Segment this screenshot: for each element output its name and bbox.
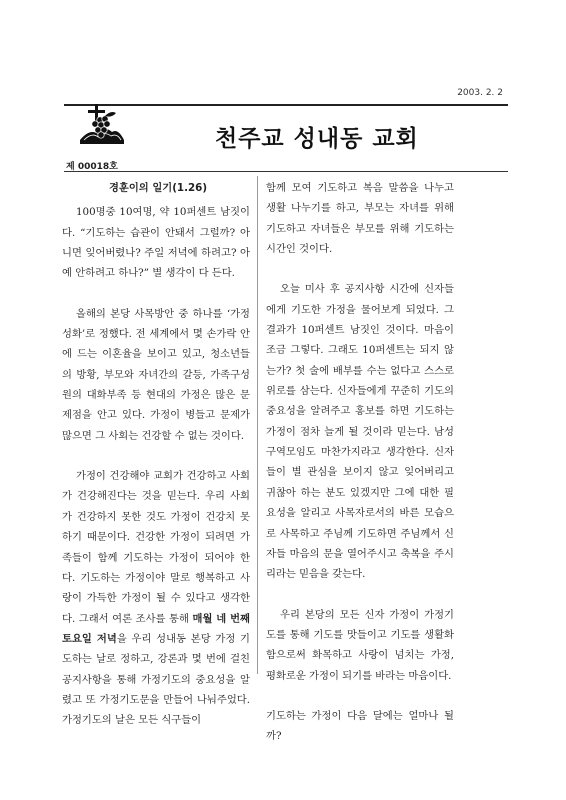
article-paragraph: 함께 모여 기도하고 복음 말씀을 나누고 생활 나누기를 하고, 부모는 자녀를 위해 기도하고 자녀들은 부모를 위해 기도하는 시간인 것이다. bbox=[266, 182, 454, 256]
article-paragraph: 올해의 본당 사목방안 중 하나를 ‘가정성화’로 정했다. 전 세계에서 몇 손가락 안에 드는 이혼율을 보이고 있고, 청소년들의 방황, 부모와 자녀간의 갈등, 가족구성원의 대화부족 등 현대의 가정은 많은 문제점을 안고 있다. 가정이 병들고 문제가 많으면 그 사회는 건강할 수 없는 것이다. bbox=[62, 307, 250, 442]
column-divider bbox=[257, 176, 258, 674]
issue-number: 제 00018호 bbox=[66, 162, 118, 172]
paragraph-text: 을 우리 성내동 본당 가정 기도하는 날로 정하고, 강론과 몇 번에 걸친 공지사항을 통해 가정기도의 중요성을 알렸고 또 가정기도문을 만들어 나눠주었다. 가정기도의 날은 모든 식구들이 bbox=[62, 632, 251, 727]
grape-cluster-cross-logo-icon bbox=[78, 104, 126, 148]
prayer-day-emphasis: 매월 네 번째 토요일 저녁 bbox=[62, 612, 250, 645]
article-paragraph: 우리 본당의 모든 신자 가정이 가정기도를 통해 기도를 맛들이고 기도를 생활화함으로써 화목하고 사랑이 넘치는 가정, 평화로운 가정이 되기를 바라는 마음이다. bbox=[266, 608, 454, 682]
header-bottom-rule bbox=[64, 171, 508, 172]
article-paragraph: 오늘 미사 후 공지사항 시간에 신자들에게 기도한 가정을 물어보게 되었다. 그 결과가 10퍼센트 남짓인 것이다. 마음이 조금 그렇다. 그래도 10퍼센트는 되지 않는가? 첫 술에 배부를 수는 없다고 스스로 위로를 삼는다. 신자들에게 꾸준히 기도의 중요성을 알려주고 홍보를 하면 기도하는 가정이 점차 늘게 될 것이라 믿는다. 남성 구역모임도 마찬가지라고 생각한다. 신자들이 별 관심을 보이지 않고 잊어버리고 귀찮아 하는 분도 있겠지만 그에 대한 필요성을 알리고 사목자로서의 바른 모습으로 사목하고 주님께 기도하면 주님께서 신자들 마음의 문을 열어주시고 축복을 주시리라는 믿음을 갖는다. bbox=[266, 283, 454, 581]
parish-title: 천주교 성내동 교회 bbox=[215, 126, 419, 152]
issue-date: 2003. 2. 2 bbox=[457, 88, 503, 98]
article-heading: 경훈이의 일기(1.26) bbox=[108, 182, 208, 194]
article-right-column bbox=[266, 178, 454, 747]
article-paragraph: 100명중 10여명, 약 10퍼센트 남짓이다. “기도하는 습관이 안돼서 그럴까? 아니면 잊어버렸나? 주일 저녁에 하려고? 아예 안하려고 하나?” 별 생각이 다 든다. bbox=[62, 206, 250, 280]
article-left-column bbox=[62, 178, 250, 731]
article-paragraph: 기도하는 가정이 다음 달에는 얼마나 될까? bbox=[266, 709, 454, 743]
article-paragraph bbox=[62, 466, 250, 730]
paragraph-text: 가정이 건강해야 교회가 건강하고 사회가 건강해진다는 것을 믿는다. 우리 사회가 건강하지 못한 것도 가정이 건강치 못하기 때문이다. 건강한 가정이 되려면 가족들이 함께 기도하는 가정이 되어야 한다. 기도하는 가정이야 말로 행복하고 사랑이 가득한 가정이 될 수 있다고 생각한다. 그래서 여론 조사를 통해 bbox=[62, 470, 250, 625]
header-top-rule bbox=[64, 104, 508, 106]
